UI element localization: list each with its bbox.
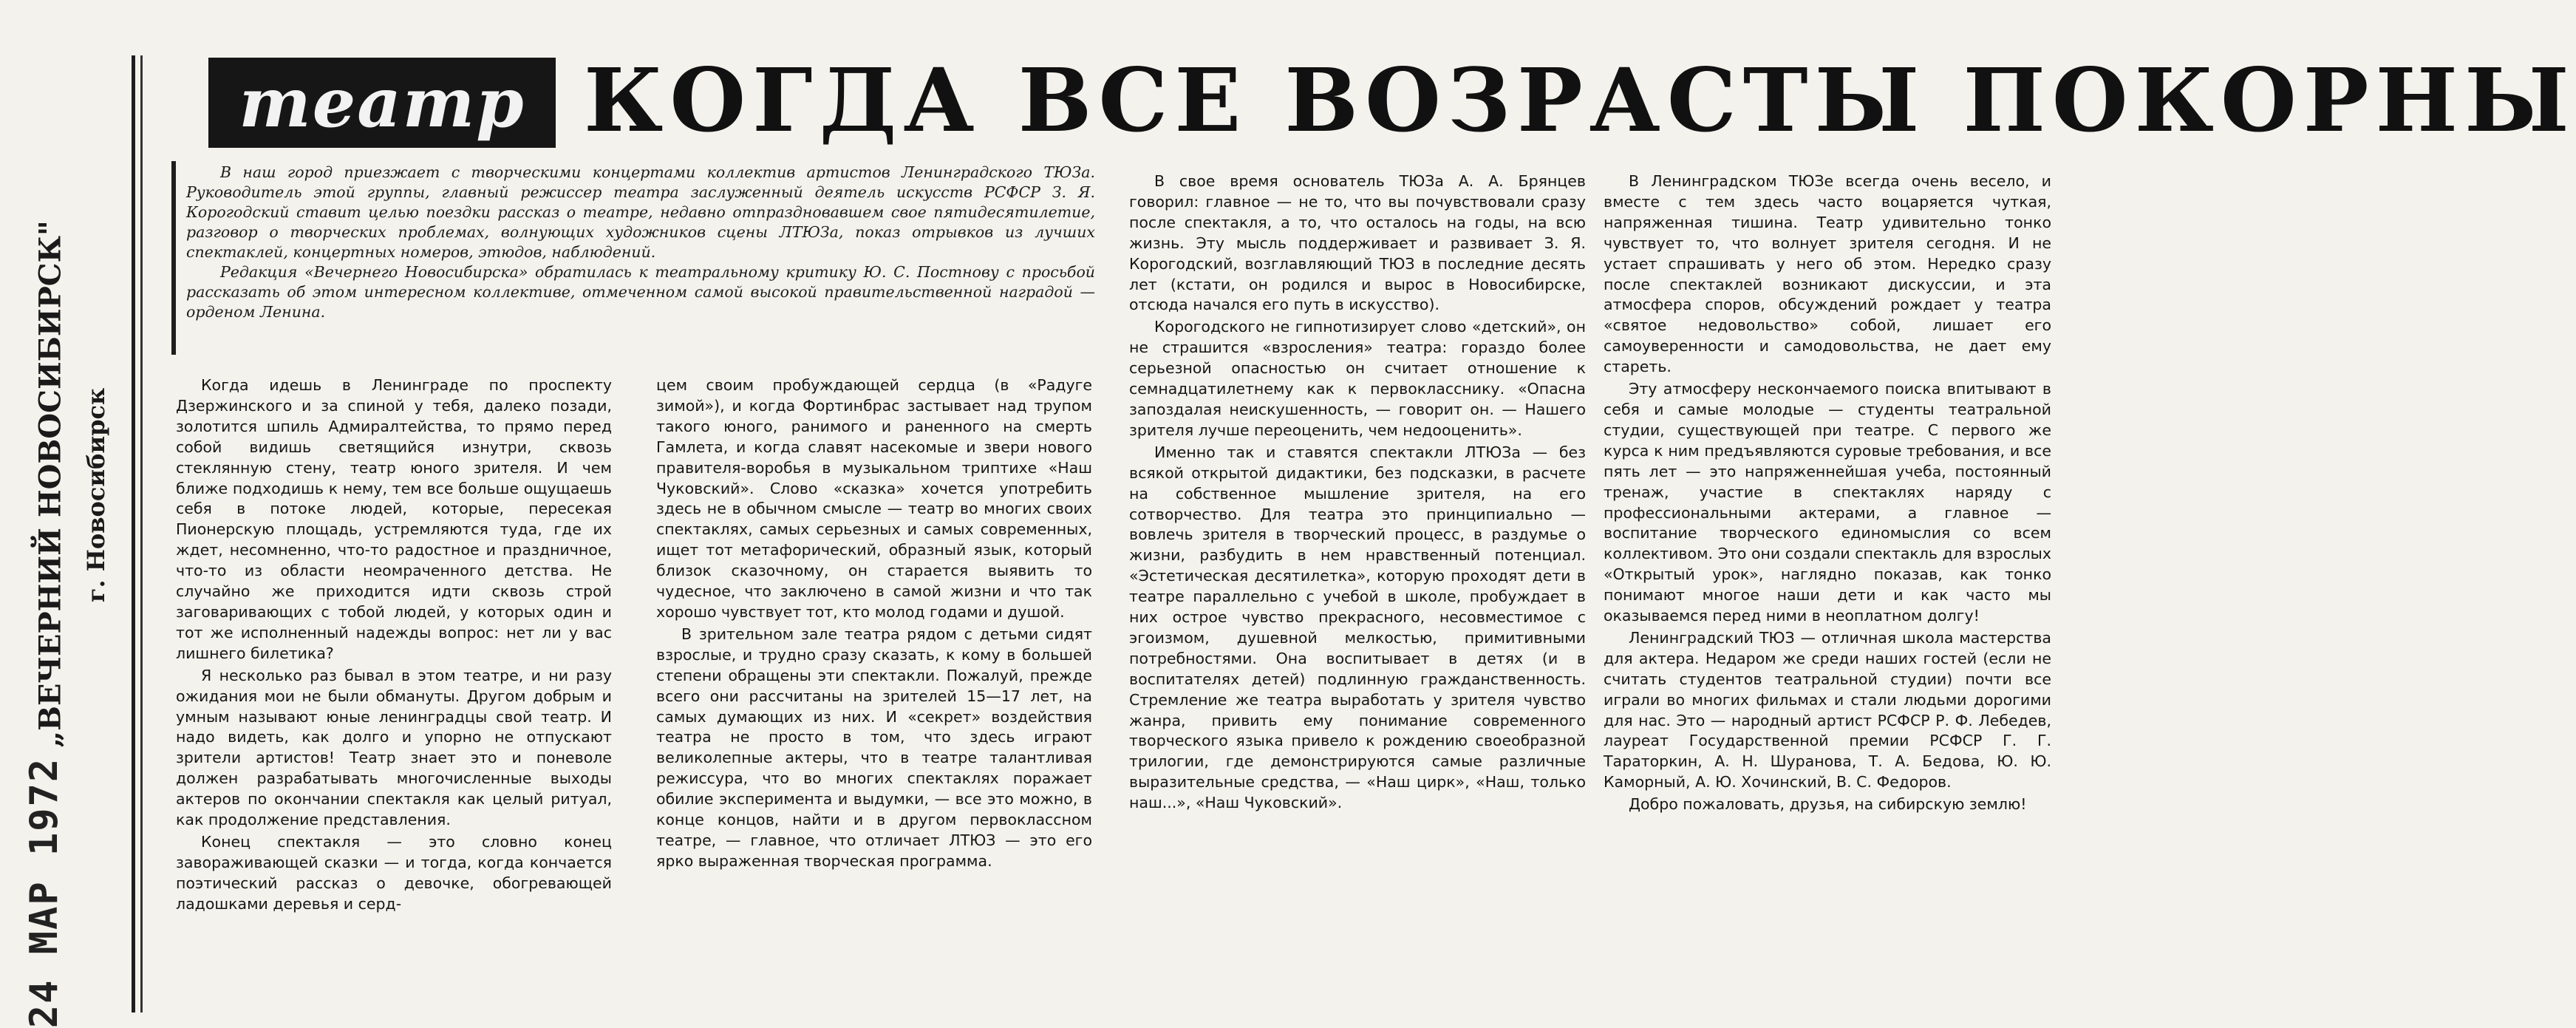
text-column-4 — [1604, 171, 2051, 817]
paragraph: В зрительном зале театра рядом с детьми сидят взрослые, и трудно сразу сказать, к кому в большей степени обращены эти спектакли. Пожалуй, прежде всего они рассчитаны на зрителей 15—17 лет, на самых думающих из них. И «секрет» воздействия театра не просто в том, что здесь играют великолепные актеры, что в театре талантливая режиссура, что во многих спектаклях поражает обилие эксперимента и выдумки, — все это можно, в конце концов, найти и в другом первоклассном театре, — главное, что отличает ЛТЮЗ — это его ярко выраженная творческая программа. — [656, 624, 1092, 870]
margin-rule-thick — [132, 55, 135, 1012]
article-intro — [186, 163, 1095, 322]
paragraph: Именно так и ставятся спектакли ЛТЮЗа — без всякой открытой дидактики, без подсказки, в расчете на собственное мышление зрителя, на его сотворчество. Для театра это принципиально — вовлечь зрителя в творческий процесс, в раздумье о жизни, разбудить в нем нравственный потенциал. «Эстетическая десятилетка», которую проходят дети в театре параллельно с учебой в школе, пробуждает в них острое чувство прекрасного, несовместимое с эгоизмом, душевной мелкостью, примитивными потребностями. Она воспитывает в детях (и в воспитателях детей) подлинную гражданственность. Стремление же театра выработать у зрителя чувство жанра, привить ему понимание современного творческого языка привело к рождению своеобразной трилогии, где демонстрируются самые различные выразительные средства, — «Наш цирк», «Наш, только наш...», «Наш Чуковский». — [1129, 443, 1586, 812]
newspaper-name-text: „ВЕЧЕРНИЙ НОВОСИБИРСК" — [33, 220, 68, 748]
article-headline: КОГДА ВСЕ ВОЗРАСТЫ ПОКОРНЫ — [584, 49, 2576, 152]
rubric-label: театр — [239, 63, 525, 143]
paragraph: Добро пожаловать, друзья, на сибирскую землю! — [1629, 795, 2027, 814]
city-label-text: г. Новосибирск — [82, 387, 110, 603]
rubric-badge — [208, 58, 556, 148]
text-column-1 — [176, 375, 612, 916]
text-column-3 — [1129, 171, 1586, 815]
margin-rule-thin — [140, 55, 143, 1012]
paragraph: Эту атмосферу нескончаемого поиска впитывают в себя и самые молодые — студенты театральной студии, существующей при театре. С первого же курса к ним предъявляются суровые требования, и все пять лет — это напряженнейшая учеба, постоянный тренаж, участие в спектаклях наряду с профессиональными актерами, а главное — воспитание творческого единомыслия со всем коллективом. Это они создали спектакль для взрослых «Открытый урок», наглядно показав, как тонко понимают многое наши дети и как часто мы оказываемся перед ними в неоплатном долгу! — [1604, 380, 2051, 625]
newspaper-name — [28, 220, 72, 748]
paragraph: Когда идешь в Ленинграде по проспекту Дзержинского и за спиной у тебя, далеко позади, золотится шпиль Адмиралтейства, то прямо перед собой видишь светящийся изнутри, сквозь стеклянную стену, театр юного зрителя. И чем ближе подходишь к нему, тем все больше ощущаешь себя в потоке людей, которые, пересекая Пионерскую площадь, устремляются туда, где их ждет, несомненно, что-то радостное и праздничное, что-то из области неомраченного детства. Не случайно же приходится идти сквозь строй заговаривающих с тобой людей, у которых один и тот же исполненный надежды вопрос: нет ли у вас лишнего билетика? — [176, 376, 612, 662]
text-column-2 — [656, 375, 1092, 874]
intro-paragraph: Редакция «Вечернего Новосибирска» обратилась к театральному критику Ю. С. Постнову с просьбой рассказать об этом интересном коллективе, отмеченном самой высокой правительственной наградой — орденом Ленина. — [186, 263, 1095, 321]
date-stamp — [15, 757, 74, 1028]
paragraph: В Ленинградском ТЮЗе всегда очень весело, и вместе с тем здесь часто воцаряется чуткая, напряженная тишина. Театр удивительно тонко чувствует то, что волнует зрителя сегодня. И не устает спрашивать у него об этом. Нередко сразу после спектаклей возникают дискуссии, и эта атмосфера споров, обсуждений рождает у театра «святое недовольство» собой, лишает его самоуверенности и самодовольства, не дает ему стареть. — [1604, 172, 2051, 376]
paragraph: Ленинградский ТЮЗ — отличная школа мастерства для актера. Недаром же среди наших гостей (если не считать студентов театральной студии) почти все играли во многих фильмах и стали людьми дорогими для нас. Это — народный артист РСФСР Р. Ф. Лебедев, лауреат Государственной премии РСФСР Г. Г. Тараторкин, А. Н. Шуранова, Т. А. Бедова, Ю. Ю. Каморный, А. Ю. Хочинский, В. С. Федоров. — [1604, 628, 2051, 792]
date-stamp-text: 24 МАР 1972 — [22, 757, 67, 1028]
paragraph: Корогодского не гипнотизирует слово «детский», он не страшится «взросления» театра: гораздо более серьезной опасностью он считает отношение к семнадцатилетнему как к первокласснику. «Опасна запоздалая неискушенность, — говорит он. — Нашего зрителя лучше переоценить, чем недооценить». — [1129, 318, 1586, 439]
intro-paragraph: В наш город приезжает с творческими концертами коллектив артистов Ленинградского ТЮЗа. Руководитель этой группы, главный режиссер театра заслуженный деятель искусств РСФСР З. Я. Корогодский ставит целью поездки рассказ о театре, недавно отпраздновавшем свое пятидесятилетие, разговор о творческих проблемах, волнующих художников сцены ЛТЮЗа, показ отрывков из лучших спектаклей, концертных номеров, этюдов, наблюдений. — [186, 163, 1095, 261]
paragraph: В свое время основатель ТЮЗа А. А. Брянцев говорил: главное — не то, что вы почувствовали сразу после спектакля, а то, что осталось на годы, на всю жизнь. Эту мысль поддерживает и развивает З. Я. Корогодский, возглавляющий ТЮЗ в последние десять лет (кстати, он родился и вырос в Новосибирске, отсюда начался его путь в искусство). — [1129, 172, 1586, 314]
intro-rule — [171, 161, 176, 355]
paragraph: цем своим пробуждающей сердца (в «Радуге зимой»), и когда Фортинбрас застывает над трупом такого юного, ранимого и раненного на смерть Гамлета, и когда славят насекомые и звери нового правителя-воробья в музыкальном триптихе «Наш Чуковский». Слово «сказка» хочется употребить здесь не в обычном смысле — театр во многих своих спектаклях, самых серьезных и самых современных, ищет тот метафорический, образный язык, который близок сказочному, он старается выявить то чудесное, что заключено в самой жизни и что так хорошо чувствует тот, кто молод годами и душой. — [656, 376, 1092, 621]
city-label — [80, 384, 112, 606]
paragraph: Я несколько раз бывал в этом театре, и ни разу ожидания мои не были обмануты. Другом добрым и умным называют юные ленинградцы свой театр. И надо видеть, как долго и упорно не отпускают зрители артистов! Театр знает это и поневоле должен разрабатывать многочисленные выходы актеров по окончании спектакля как целый ритуал, как продолжение представления. — [176, 666, 612, 829]
paragraph: Конец спектакля — это словно конец завораживающей сказки — и тогда, когда кончается поэтический рассказ о девочке, обогревающей ладошками деревья и серд- — [176, 832, 612, 913]
